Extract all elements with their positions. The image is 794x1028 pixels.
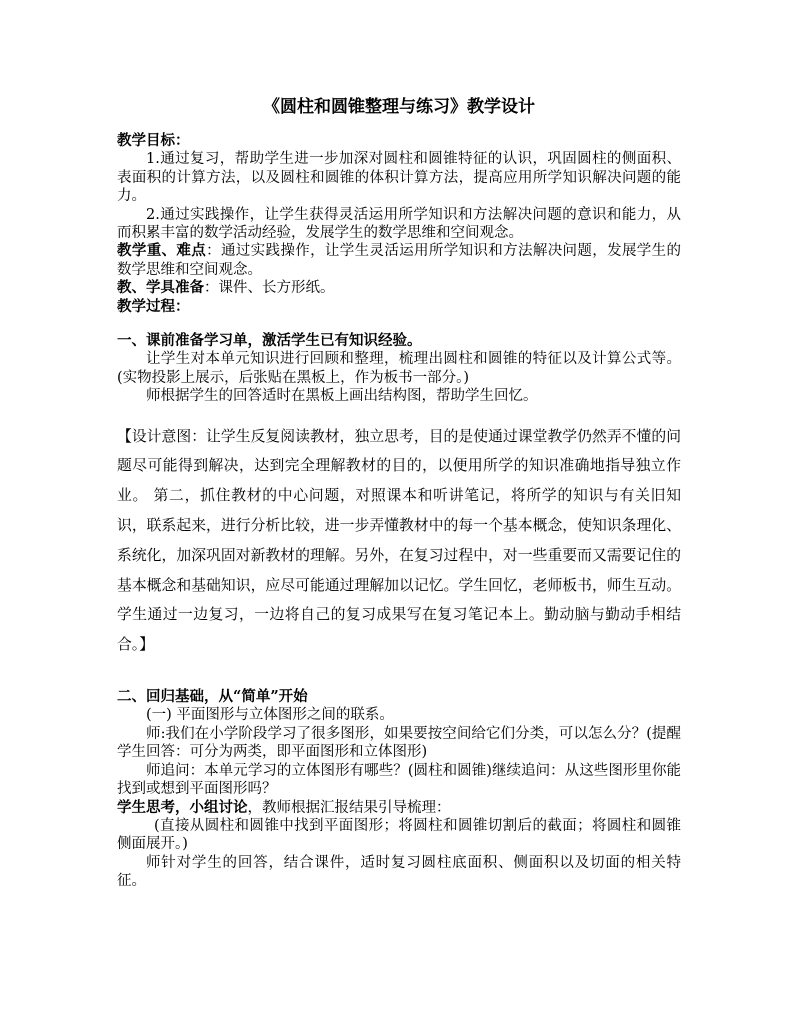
section-2-heading: 二、回归基础，从“简单”开始 <box>117 688 308 706</box>
section-2-paragraph-2: 师追问：本单元学习的立体图形有哪些？(圆柱和圆锥)继续追问：从这些图形里你能找到或想到平面图形吗？ <box>117 762 681 798</box>
tools-paragraph <box>117 279 681 297</box>
key-points-paragraph <box>117 242 681 279</box>
goal-item-1: 1.通过复习，帮助学生进一步加深对圆柱和圆锥特征的认识，巩固圆柱的侧面积、表面积的计算方法，以及圆柱和圆锥的体积计算方法，提高应用所学知识解决问题的能力。 <box>117 151 681 205</box>
tools-text: ：课件、长方形纸。 <box>204 280 335 297</box>
section-2-paragraph-1: 师:我们在小学阶段学习了很多图形，如果要按空间给它们分类，可以怎么分？(提醒学生回答：可分为两类，即平面图形和立体图形) <box>117 725 681 761</box>
goal-item-2: 2.通过实践操作，让学生获得灵活运用所学知识和方法解决问题的意识和能力，从而积累丰富的数学活动经验，发展学生的数学思维和空间观念。 <box>117 206 681 242</box>
section-1-paragraph-2: 师根据学生的回答适时在黑板上画出结构图，帮助学生回忆。 <box>146 388 538 405</box>
section-1-paragraph-1: 让学生对本单元知识进行回顾和整理，梳理出圆柱和圆锥的特征以及计算公式等。(实物投影上展示，后张贴在黑板上，作为板书一部分。) <box>117 351 681 386</box>
discussion-label: 学生思考，小组讨论 <box>117 798 248 816</box>
tools-label: 教、学具准备 <box>117 279 204 297</box>
discussion-paragraph <box>117 799 681 817</box>
section-2-paragraph-3: (直接从圆柱和圆锥中找到平面图形；将圆柱和圆锥切割后的截面；将圆柱和圆锥侧面展开。) <box>117 817 681 853</box>
process-heading: 教学过程： <box>117 297 190 315</box>
document-page <box>117 96 681 891</box>
key-points-label: 教学重、难点 <box>117 242 207 260</box>
spacer <box>117 660 681 688</box>
key-points-text: ：通过实践操作，让学生灵活运用所学知识和方法解决问题，发展学生的数学思维和空间观念。 <box>117 243 681 278</box>
design-intent-block: 【设计意图：让学生反复阅读教材，独立思考，目的是使通过课堂教学仍然弄不懂的问题尽可能得到解决，达到完全理解教材的目的，以便用所学的知识准确地指导独立作业。 第二，抓住教材的中心问题，对照课本和听讲笔记，将所学的知识与有关旧知识，联系起来，进行分析比较，进一步弄懂教材中的每一个基本概念，使知识条理化、系统化，加深巩固对新教材的理解。另外，在复习过程中，对一些重要而又需要记住的基本概念和基础知识，应尽可能通过理解加以记忆。学生回忆，老师板书，师生互动。学生通过一边复习，一边将自己的复习成果写在复习笔记本上。勤动脑与勤动手相结合。】 <box>117 427 681 654</box>
section-2-subheading-1: (一) 平面图形与立体图形之间的联系。 <box>146 707 394 724</box>
spacer <box>117 316 681 332</box>
goals-heading: 教学目标： <box>117 132 190 149</box>
discussion-text: ，教师根据汇报结果引导梳理： <box>247 799 451 816</box>
section-2-paragraph-4: 师针对学生的回答，结合课件，适时复习圆柱底面积、侧面积以及切面的相关特征。 <box>117 854 681 890</box>
document-title: 《圆柱和圆锥整理与练习》教学设计 <box>263 97 535 117</box>
section-1-heading: 一、课前准备学习单，激活学生已有知识经验。 <box>117 332 422 350</box>
